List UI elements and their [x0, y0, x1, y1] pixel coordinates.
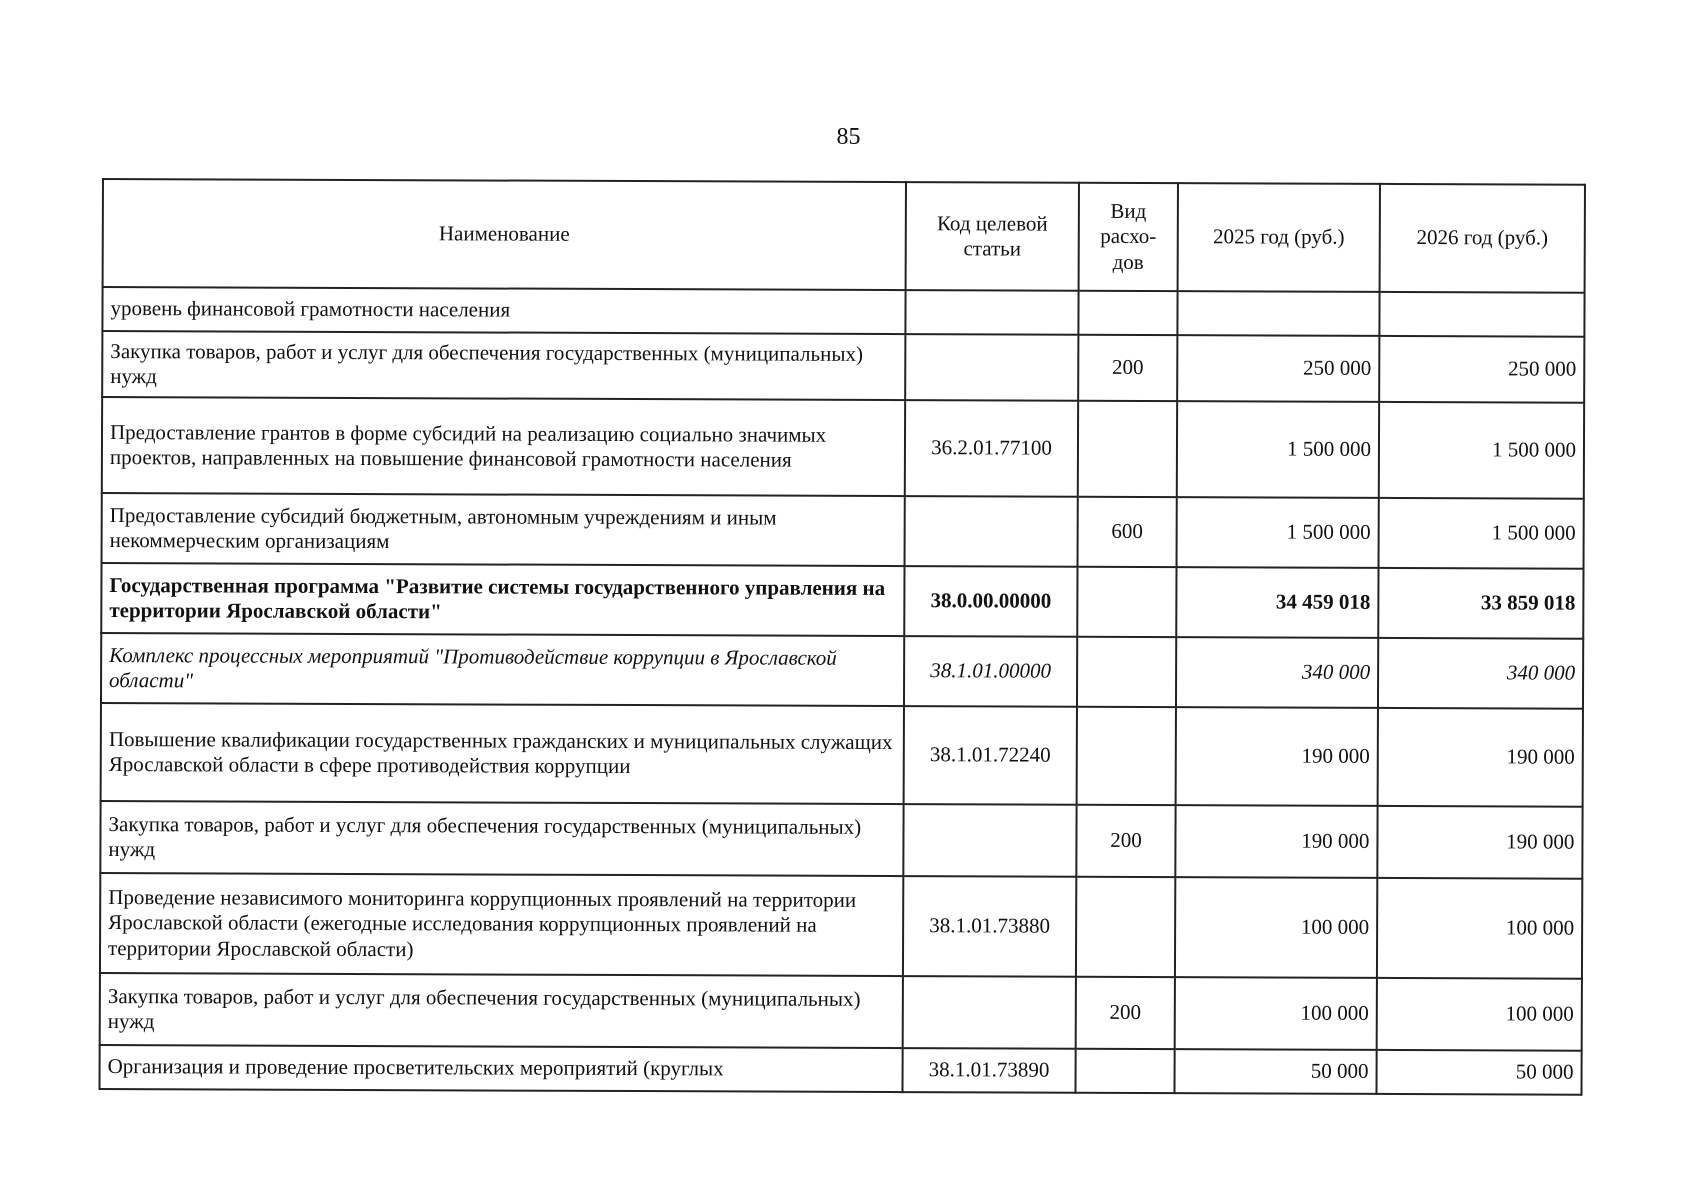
- row-name: Государственная программа "Развитие системы государственного управления на территории Ярославской области": [101, 563, 904, 636]
- row-kind: [1077, 567, 1176, 637]
- table-body: [100, 287, 1585, 1095]
- row-name: Закупка товаров, работ и услуг для обеспечения государственных (муниципальных) нужд: [100, 973, 903, 1048]
- row-name: Комплекс процессных мероприятий "Противодействие коррупции в Ярославской области": [101, 633, 904, 706]
- row-kind: 600: [1078, 497, 1177, 567]
- table-row: [102, 397, 1584, 499]
- row-amount-2026: 33 859 018: [1378, 568, 1583, 639]
- row-kind: [1077, 707, 1176, 805]
- row-code: [903, 804, 1076, 877]
- row-code: 36.2.01.77100: [905, 400, 1078, 497]
- row-amount-2026: [1379, 292, 1584, 337]
- row-kind: 200: [1076, 977, 1175, 1049]
- row-name: Проведение независимого мониторинга коррупционных проявлений на территории Ярославской области (ежегодные исследования коррупционных проявлений на территории Ярославской области): [100, 873, 903, 976]
- table-header-row: [103, 179, 1585, 293]
- row-amount-2026: 1 500 000: [1379, 498, 1584, 569]
- row-amount-2025: 190 000: [1176, 707, 1378, 806]
- row-amount-2025: 34 459 018: [1176, 567, 1378, 638]
- row-amount-2025: 340 000: [1176, 637, 1378, 708]
- row-code: 38.1.01.73890: [902, 1048, 1075, 1093]
- row-name: Закупка товаров, работ и услуг для обеспечения государственных (муниципальных) нужд: [102, 331, 905, 400]
- budget-table: [98, 178, 1585, 1096]
- row-kind: [1076, 877, 1175, 977]
- page-number: 85: [836, 124, 861, 150]
- row-amount-2026: 50 000: [1376, 1050, 1581, 1095]
- row-name: Организация и проведение просветительских мероприятий (круглых: [100, 1045, 903, 1092]
- row-amount-2026: 340 000: [1378, 638, 1583, 709]
- header-year-2026: 2026 год (руб.): [1380, 184, 1585, 293]
- row-name: Предоставление субсидий бюджетным, автономным учреждениям и иным некоммерческим организациям: [102, 493, 905, 566]
- row-kind: 200: [1078, 335, 1177, 401]
- row-amount-2026: 100 000: [1377, 978, 1582, 1051]
- table-row: [100, 873, 1582, 979]
- table-row: [102, 493, 1584, 569]
- header-name: Наименование: [103, 179, 906, 290]
- row-code: [905, 496, 1078, 567]
- row-amount-2026: 190 000: [1378, 708, 1583, 807]
- row-amount-2025: [1177, 291, 1379, 336]
- row-name: Предоставление грантов в форме субсидий на реализацию социально значимых проектов, направленных на повышение финансовой грамотности населения: [102, 397, 905, 496]
- row-amount-2026: 100 000: [1377, 878, 1582, 979]
- header-year-2025: 2025 год (руб.): [1178, 183, 1380, 292]
- row-kind: [1075, 1049, 1174, 1093]
- header-kind: Вид расхо-дов: [1079, 183, 1178, 291]
- row-amount-2026: 1 500 000: [1379, 402, 1584, 499]
- row-amount-2026: 250 000: [1379, 336, 1584, 403]
- row-amount-2026: 190 000: [1377, 806, 1582, 879]
- table-row: [101, 563, 1583, 639]
- row-amount-2025: 100 000: [1175, 877, 1377, 978]
- row-amount-2025: 190 000: [1175, 805, 1377, 878]
- row-code: [903, 976, 1076, 1049]
- table-row: [100, 801, 1582, 879]
- row-code: 38.1.01.73880: [903, 876, 1076, 977]
- table-row: [100, 1045, 1582, 1095]
- table-row: [100, 973, 1582, 1051]
- row-kind: [1078, 401, 1177, 497]
- row-name: Повышение квалификации государственных гражданских и муниципальных служащих Ярославской области в сфере противодействия коррупции: [101, 703, 904, 804]
- table-row: [101, 633, 1583, 709]
- row-kind: 200: [1076, 805, 1175, 877]
- table-row: [102, 287, 1584, 337]
- row-code: 38.1.01.00000: [904, 636, 1077, 707]
- row-kind: [1077, 637, 1176, 707]
- row-name: уровень финансовой грамотности населения: [102, 287, 905, 334]
- row-amount-2025: 1 500 000: [1177, 497, 1379, 568]
- row-code: [905, 334, 1078, 401]
- row-amount-2025: 100 000: [1175, 977, 1377, 1050]
- row-amount-2025: 1 500 000: [1177, 401, 1379, 498]
- row-code: 38.1.01.72240: [904, 706, 1077, 805]
- row-code: [905, 290, 1078, 335]
- header-code: Код целевой статьи: [906, 182, 1079, 291]
- table-row: [102, 331, 1584, 403]
- row-code: 38.0.00.00000: [904, 566, 1077, 637]
- row-kind: [1078, 291, 1177, 335]
- row-amount-2025: 250 000: [1177, 335, 1379, 402]
- row-name: Закупка товаров, работ и услуг для обеспечения государственных (муниципальных) нужд: [100, 801, 903, 876]
- table-row: [101, 703, 1583, 807]
- row-amount-2025: 50 000: [1174, 1049, 1376, 1094]
